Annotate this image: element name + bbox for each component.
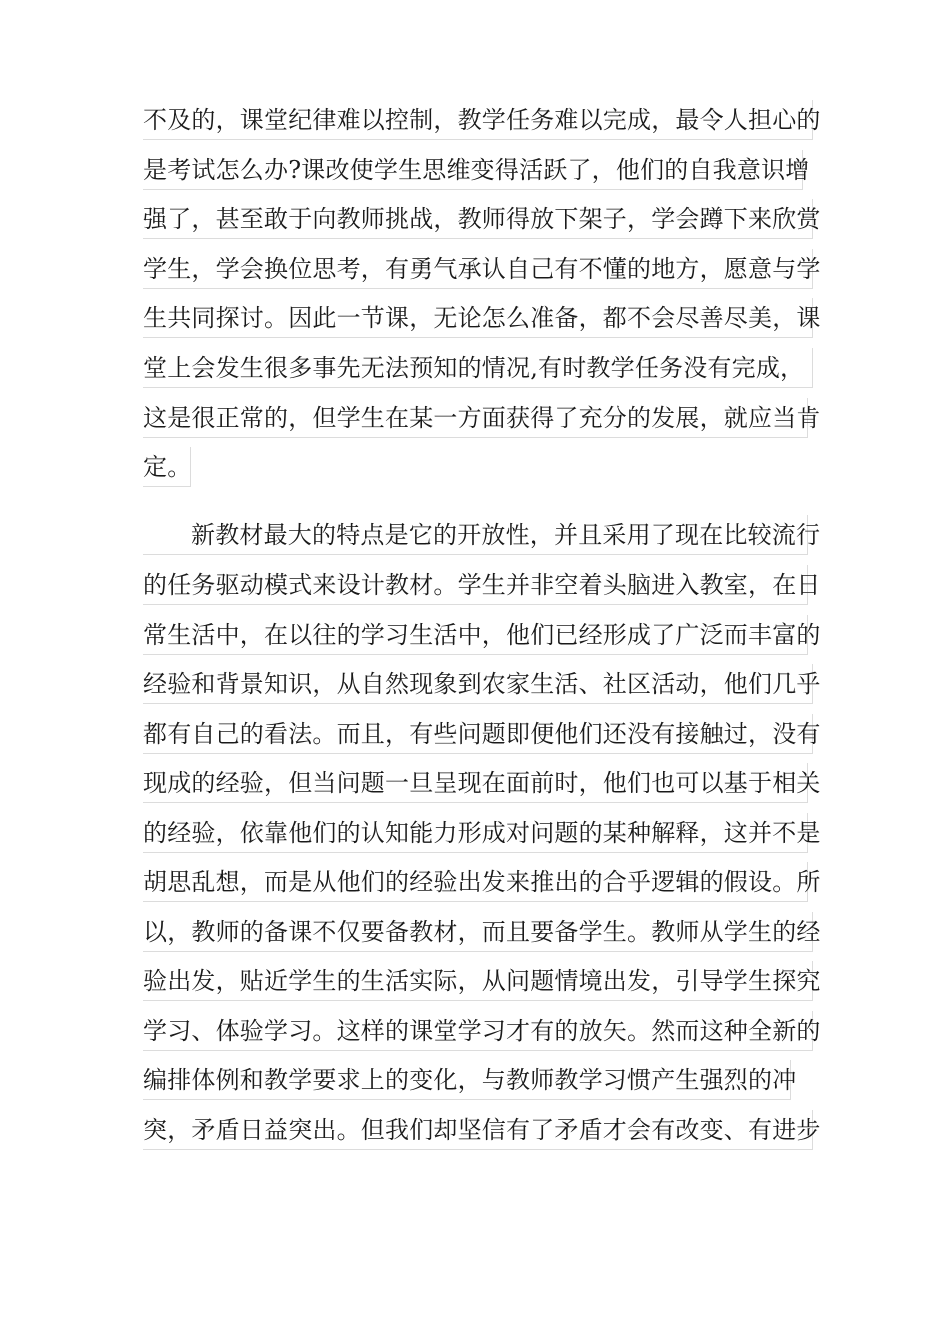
text-line: 的任务驱动模式来设计教材。学生并非空着头脑进入教室，在日	[143, 565, 808, 605]
text-line: 突，矛盾日益突出。但我们却坚信有了矛盾才会有改变、有进步	[143, 1110, 813, 1150]
text-line: 现成的经验，但当问题一旦呈现在面前时，他们也可以基于相关	[143, 763, 808, 803]
text-line: 经验和背景知识，从自然现象到农家生活、社区活动，他们几乎	[143, 664, 813, 704]
text-line: 都有自己的看法。而且，有些问题即便他们还没有接触过，没有	[143, 714, 813, 754]
text-line: 强了，甚至敢于向教师挑战，教师得放下架子，学会蹲下来欣赏	[143, 199, 813, 239]
text-line: 学生，学会换位思考，有勇气承认自己有不懂的地方，愿意与学	[143, 249, 813, 289]
text-line: 编排体例和教学要求上的变化，与教师教学习惯产生强烈的冲	[143, 1060, 791, 1100]
text-line: 胡思乱想，而是从他们的经验出发来推出的合乎逻辑的假设。所	[143, 862, 808, 902]
text-line: 这是很正常的，但学生在某一方面获得了充分的发展，就应当肯	[143, 398, 808, 438]
text-line: 验出发，贴近学生的生活实际，从问题情境出发，引导学生探究	[143, 961, 813, 1001]
text-line: 常生活中，在以往的学习生活中，他们已经形成了广泛而丰富的	[143, 615, 808, 655]
text-line: 不及的，课堂纪律难以控制，教学任务难以完成，最令人担心的	[143, 100, 813, 140]
text-line: 以，教师的备课不仅要备教材，而且要备学生。教师从学生的经	[143, 912, 813, 952]
text-line: 是考试怎么办?课改使学生思维变得活跃了，他们的自我意识增	[143, 150, 803, 190]
text-line-first: 新教材最大的特点是它的开放性，并且采用了现在比较流行	[143, 515, 808, 555]
text-line: 定。	[143, 447, 191, 487]
text-line: 的经验，依靠他们的认知能力形成对问题的某种解释，这并不是	[143, 813, 808, 853]
text-line: 学习、体验学习。这样的课堂学习才有的放矢。然而这种全新的	[143, 1011, 813, 1051]
text-line: 生共同探讨。因此一节课，无论怎么准备，都不会尽善尽美，课	[143, 298, 813, 338]
text-line: 堂上会发生很多事先无法预知的情况,有时教学任务没有完成，	[143, 348, 813, 388]
